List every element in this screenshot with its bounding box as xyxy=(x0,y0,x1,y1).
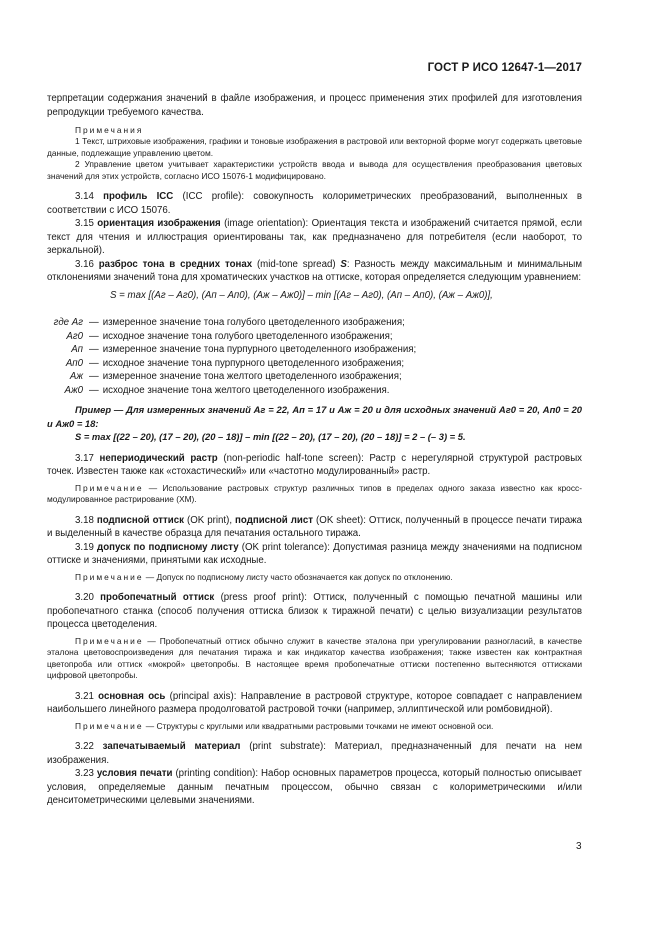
note-3-21: Примечание — Структуры с круглыми или квадратными растровыми точками не имеют основной оси. xyxy=(75,720,494,731)
term-3-22: 3.22 запечатываемый материал (print substrate): Материал, предназначенный для печати на нем изображения. xyxy=(47,741,582,766)
term-3-23: 3.23 условия печати (printing condition): Набор основных параметров процесса, который полностью описывает условия, определяемые данным печатным процессом, обычно связан с колориметрическими и/или денситометрическими целевыми значениями. xyxy=(47,768,582,806)
term-3-17: 3.17 непериодический растр (non-periodic half-tone screen): Растр с нерегулярной структурой растровых точек. Известен также как «стохастический» или «частотно модулированный» растр. xyxy=(47,452,583,477)
where-item: Aж0 — исходное значение тона желтого цветоделенного изображения. xyxy=(64,384,390,396)
term-3-20: 3.20 пробопечатный оттиск (press proof print): Оттиск, полученный с помощью печатной машины или пробопечатного станка (способ получения оттиска близок к тиражной печати) с целью визуализации результатов процесса цветоделения. xyxy=(47,592,582,630)
page-number: 3 xyxy=(576,841,582,852)
term-3-18: 3.18 подписной оттиск (OK print), подписной лист (OK sheet): Оттиск, полученный в процессе печати тиража и выделенный в качестве образца для печатания остального тиража. xyxy=(47,514,582,539)
note-2: 2 Управление цветом учитывает характеристики устройств ввода и вывода для осуществления преобразования цветовых значений для этих устройств, согласно ИСО 15076-1 модифицировано. xyxy=(47,159,582,181)
term-3-15: 3.15 ориентация изображения (image orientation): Ориентация текста и изображений считается прямой, если текст для чтения и иллюстрация ориентированы так, как предназначено для потребителя (если наоборот, то зеркальной). xyxy=(47,218,582,256)
intro-paragraph: терпретации содержания значений в файле изображения, и процесс применения этих профилей для изготовления репродукции требуемого качества. xyxy=(47,93,582,118)
example-text: Пример — Для измеренных значений Aг = 22, Aп = 17 и Aж = 20 и для исходных значений Aг0 = 20, Aп0 = 20 и Aж0 = 18: xyxy=(47,404,582,429)
formula-mid-tone-spread: S = max [(Aг – Aг0), (Aп – Aп0), (Aж – Aж0)] – min [(Aг – Aг0), (Aп – Aп0), (Aж – Aж0)], xyxy=(110,289,493,301)
where-list xyxy=(47,316,582,397)
notes-heading: Примечания xyxy=(75,125,144,135)
term-3-21: 3.21 основная ось (principal axis): Направление в растровой структуре, которое совпадает с направлением наибольшего линейного размера продолговатой растровой точки (например, эллиптической или ромбовидной). xyxy=(47,690,582,715)
where-item: Aж — измеренное значение тона желтого цветоделенного изображения; xyxy=(69,371,402,382)
where-item: Aг0 — исходное значение тона голубого цветоделенного изображения; xyxy=(66,330,393,342)
term-3-19: 3.19 допуск по подписному листу (OK print tolerance): Допустимая разница между значениями на подписном оттиске и значениями, принятыми как исходные. xyxy=(47,541,582,566)
note-1: 1 Текст, штриховые изображения, графики и тоновые изображения в растровой или векторной форме могут содержать цветовые данные, подлежащие управлению цветом. xyxy=(47,136,582,158)
where-item: где Aг — измеренное значение тона голубого цветоделенного изображения; xyxy=(53,317,405,328)
where-item: Aп0 — исходное значение тона пурпурного цветоделенного изображения; xyxy=(65,357,405,369)
note-3-17: Примечание — Использование растровых структур различных типов в пределах одного заказа известно как кросс-модулированное растрирование (XM). xyxy=(47,482,582,504)
term-3-16: 3.16 разброс тона в средних тонах (mid-tone spread) S: Разность между максимальным и минимальным отклонениями значений тона для хроматических участков на оттиске, которая определяется следующим уравнением: xyxy=(47,258,582,283)
page-content xyxy=(47,92,582,808)
document-header: ГОСТ Р ИСО 12647-1—2017 xyxy=(427,62,582,74)
note-3-19: Примечание — Допуск по подписному листу часто обозначается как допуск по отклонению. xyxy=(75,571,453,582)
term-3-14: 3.14 профиль ICC (ICC profile): совокупность колориметрических преобразований, выполненных в соответствии с ИСО 15076. xyxy=(47,191,582,216)
note-3-20: Примечание — Пробопечатный оттиск обычно служит в качестве эталона при урегулировании разногласий, в качестве эталона цветовоспроизведения для печатания тиража и как индикатор качества изображения; также известен как контрактная цветопроба или оттиск «мокрой» цветопробы. В настоящее время пробопечатные оттиски постепенно вытесняются оттисками цифровой цветопробы. xyxy=(47,635,582,680)
example-calc: S = max [(22 – 20), (17 – 20), (20 – 18)] – min [(22 – 20), (17 – 20), (20 – 18)] = 2 – (– 3) = 5. xyxy=(75,431,466,442)
where-item: Aп — измеренное значение тона пурпурного цветоделенного изображения; xyxy=(71,344,417,355)
